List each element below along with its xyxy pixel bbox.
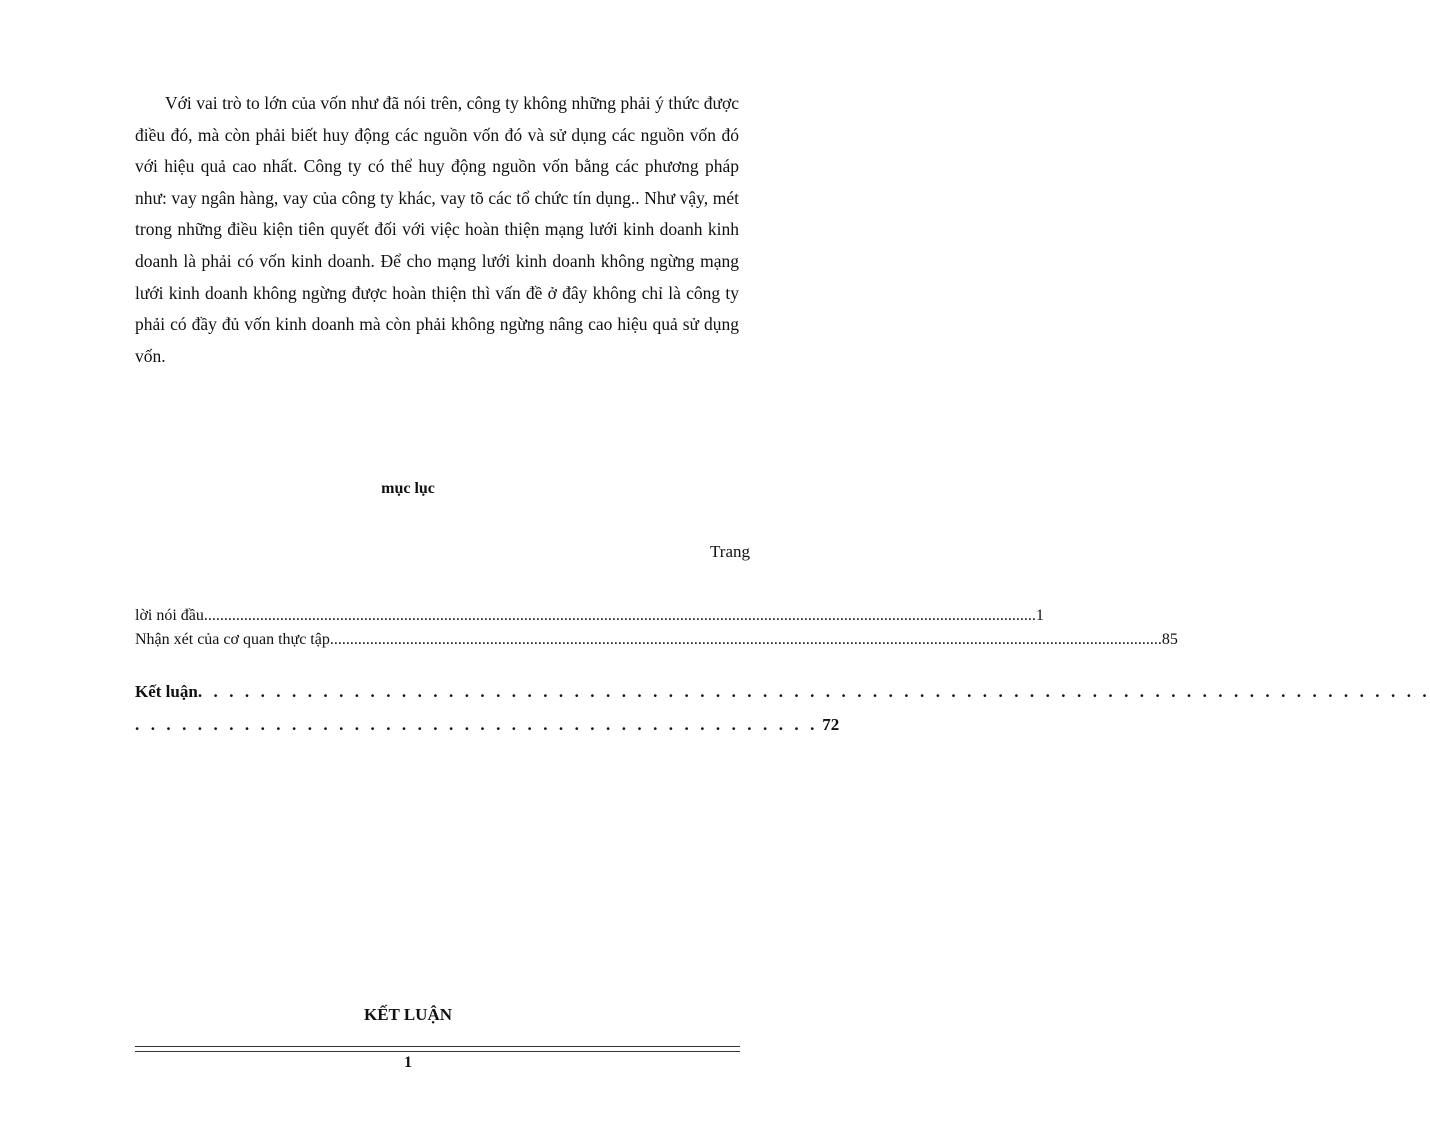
toc-conclusion-entry[interactable] (135, 682, 739, 702)
footer-divider (135, 1046, 740, 1052)
toc-conclusion-page: 72 (822, 715, 840, 734)
toc-entry-page: 85 (1161, 631, 1178, 648)
toc-leader-dots: . . . . . . . . . . . . . . . . . . . . . . . . . . . . . . . . . . . . . . . . . . . . (135, 715, 818, 734)
toc-entry-label: Nhận xét của cơ quan thực tập (135, 631, 330, 648)
page-number: 1 (404, 1054, 412, 1071)
toc-leader-dots (198, 682, 1430, 702)
toc-conclusion-continuation (135, 715, 839, 735)
toc-entry-label: lời nói đầu (135, 607, 204, 624)
toc-leader-dots (330, 631, 1162, 649)
toc-conclusion-label: Kết luận (135, 682, 198, 701)
toc-page-column-label: Trang (710, 542, 750, 561)
toc-entry[interactable] (135, 631, 1178, 649)
toc-title: mục lục (381, 480, 435, 497)
body-paragraph: Với vai trò to lớn của vốn như đã nói trên, công ty không những phải ý thức được điều đó, mà còn phải biết huy động các nguồn vốn đó và sử dụng các nguồn vốn đó với hiệu quả cao nhất. Công ty có thể huy động nguồn vốn bằng các phương pháp như: vay ngân hàng, vay của công ty khác, vay tõ các tổ chức tín dụng.. Như vậy, mét trong những điều kiện tiên quyết đối với việc hoàn thiện mạng lưới kinh doanh kinh doanh là phải có vốn kinh doanh. Để cho mạng lưới kinh doanh không ngừng mạng lưới kinh doanh không ngừng được hoàn thiện thì vấn đề ở đây không chỉ là công ty phải có đầy đủ vốn kinh doanh mà còn phải không ngừng nâng cao hiệu quả sử dụng vốn. (135, 93, 739, 366)
toc-entry-page: 1 (1035, 607, 1044, 624)
toc-entry[interactable] (135, 607, 1044, 625)
section-heading: KẾT LUẬN (363, 1005, 452, 1024)
toc-leader-dots (204, 607, 1036, 625)
